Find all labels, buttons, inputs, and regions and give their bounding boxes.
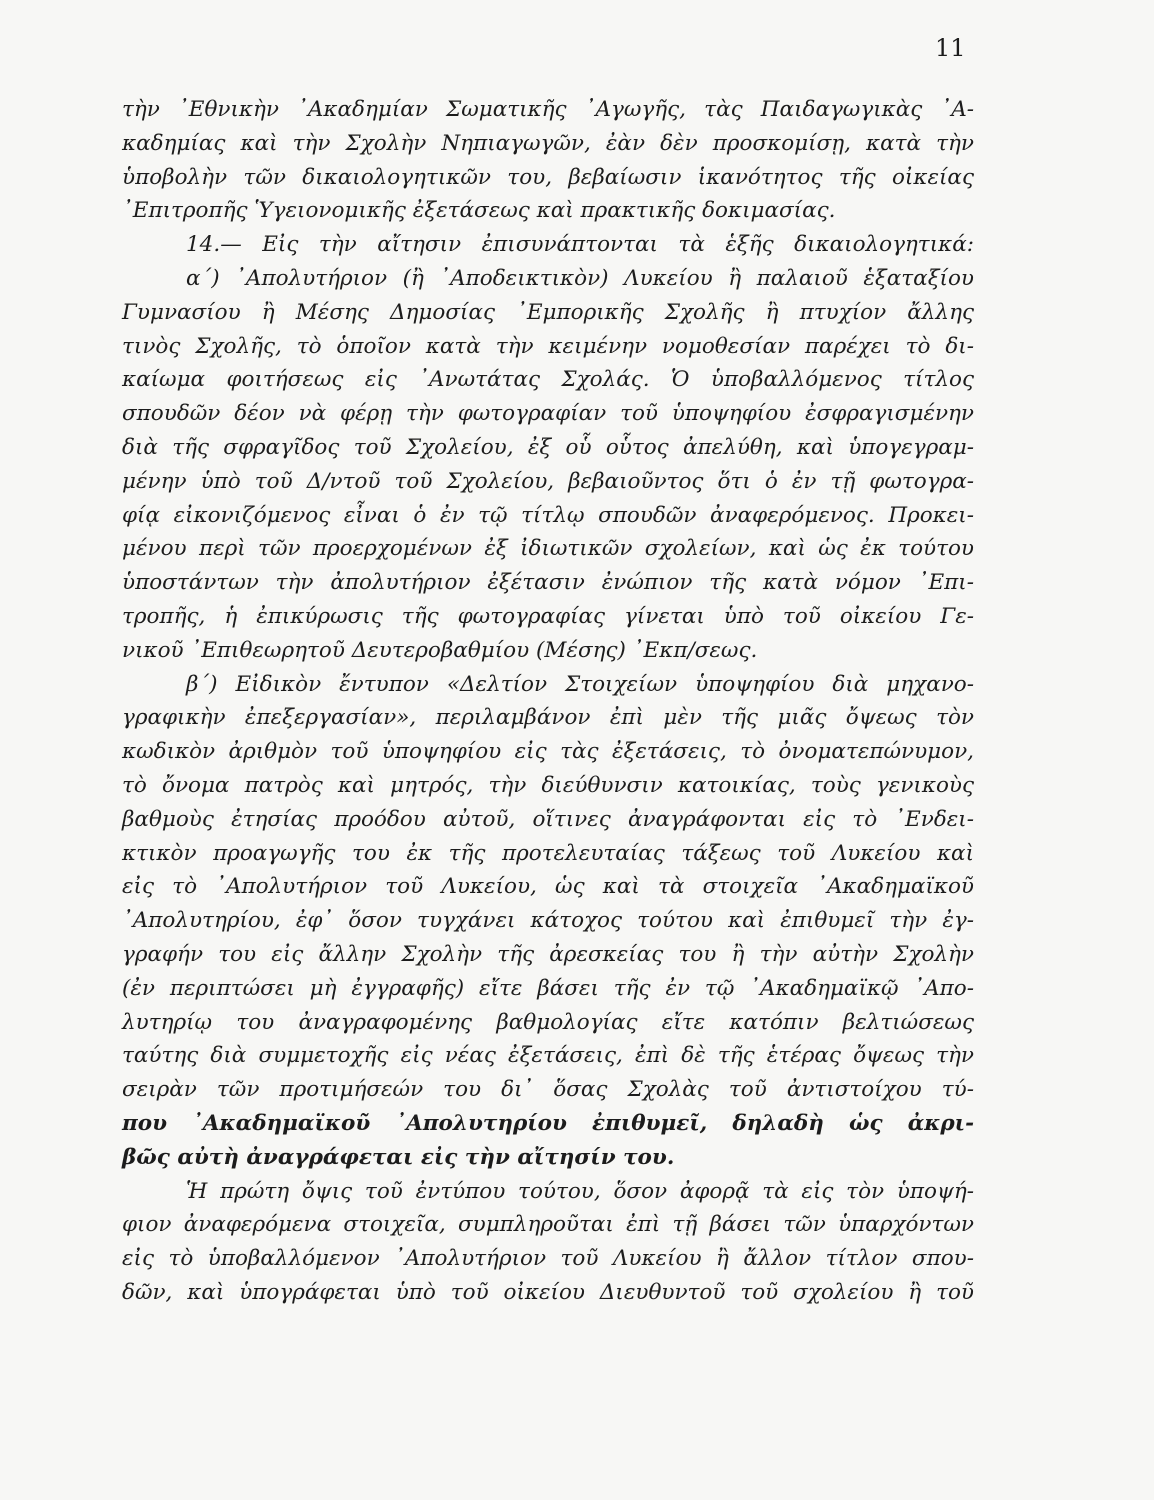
text-line: τροπῆς, ἡ ἐπικύρωσις τῆς φωτογραφίας γίνεται ὑπὸ τοῦ οἰκείου Γε- <box>122 603 974 629</box>
text-line: Γυμνασίου ἢ Μέσης Δημοσίας ᾿Εμπορικῆς Σχολῆς ἢ πτυχίον ἄλλης <box>122 299 974 325</box>
text-line: μένην ὑπὸ τοῦ Δ/ντοῦ τοῦ Σχολείου, βεβαιοῦντος ὅτι ὁ ἐν τῇ φωτογρα- <box>122 468 974 494</box>
text-line: ὑποστάντων τὴν ἀπολυτήριον ἐξέτασιν ἐνώπιον τῆς κατὰ νόμον ᾿Επι- <box>122 570 974 596</box>
text-line: (ἐν περιπτώσει μὴ ἐγγραφῆς) εἴτε βάσει τῆς ἐν τῷ ᾿Ακαδημαϊκῷ ᾿Απο- <box>122 975 974 1001</box>
text-line: εἰς τὸ ᾿Απολυτήριον τοῦ Λυκείου, ὡς καὶ τὰ στοιχεῖα ᾿Ακαδημαϊκοῦ <box>122 874 974 900</box>
text-line: βῶς αὐτὴ ἀναγράφεται εἰς τὴν αἴτησίν του. <box>122 1144 675 1170</box>
text-line: σπουδῶν δέον νὰ φέρῃ τὴν φωτογραφίαν τοῦ ὑποψηφίου ἐσφραγισμένην <box>122 401 974 427</box>
text-line: κωδικὸν ἀριθμὸν τοῦ ὑποψηφίου εἰς τὰς ἐξετάσεις, τὸ ὀνοματεπώνυμον, <box>122 739 974 765</box>
text-line: βαθμοὺς ἐτησίας προόδου αὐτοῦ, οἵτινες ἀναγράφονται εἰς τὸ ᾿Ενδει- <box>122 806 974 832</box>
text-line: β΄) Εἰδικὸν ἔντυπον «Δελτίον Στοιχείων ὑποψηφίου διὰ μηχανο- <box>186 671 974 697</box>
text-line: μένου περὶ τῶν προερχομένων ἐξ ἰδιωτικῶν σχολείων, καὶ ὡς ἐκ τούτου <box>122 536 974 562</box>
text-line: δῶν, καὶ ὑπογράφεται ὑπὸ τοῦ οἰκείου Διευθυντοῦ τοῦ σχολείου ἢ τοῦ <box>122 1279 974 1305</box>
text-line: εἰς τὸ ὑποβαλλόμενον ᾿Απολυτήριον τοῦ Λυκείου ἢ ἄλλον τίτλον σπου- <box>122 1246 974 1272</box>
text-line: ᾿Απολυτηρίου, ἐφ᾿ ὅσον τυγχάνει κάτοχος τούτου καὶ ἐπιθυμεῖ τὴν ἐγ- <box>122 908 974 934</box>
text-line: Ἡ πρώτη ὄψις τοῦ ἐντύπου τούτου, ὅσον ἀφορᾷ τὰ εἰς τὸν ὑποψή- <box>186 1178 974 1204</box>
text-line: νικοῦ ᾿Επιθεωρητοῦ Δευτεροβαθμίου (Μέσης) ᾿Εκπ/σεως. <box>122 637 758 663</box>
text-line: γραφικὴν ἐπεξεργασίαν», περιλαμβάνον ἐπὶ μὲν τῆς μιᾶς ὄψεως τὸν <box>122 705 974 731</box>
body-text <box>122 93 974 1310</box>
text-line: ᾿Επιτροπῆς Ὑγειονομικῆς ἐξετάσεως καὶ πρακτικῆς δοκιμασίας. <box>122 198 836 224</box>
text-line: που ᾿Ακαδημαϊκοῦ ᾿Απολυτηρίου ἐπιθυμεῖ, δηλαδὴ ὡς ἀκρι- <box>122 1110 974 1136</box>
text-line: τὸ ὄνομα πατρὸς καὶ μητρός, τὴν διεύθυνσιν κατοικίας, τοὺς γενικοὺς <box>122 772 974 798</box>
text-line: καίωμα φοιτήσεως εἰς ᾿Ανωτάτας Σχολάς. Ὁ ὑποβαλλόμενος τίτλος <box>122 367 974 393</box>
text-line: σειρὰν τῶν προτιμήσεών του δι᾿ ὅσας Σχολὰς τοῦ ἀντιστοίχου τύ- <box>122 1077 974 1103</box>
text-line: κτικὸν προαγωγῆς του ἐκ τῆς προτελευταίας τάξεως τοῦ Λυκείου καὶ <box>122 840 974 866</box>
text-line: φιον ἀναφερόμενα στοιχεῖα, συμπληροῦται ἐπὶ τῇ βάσει τῶν ὑπαρχόντων <box>122 1212 974 1238</box>
text-line: ταύτης διὰ συμμετοχῆς εἰς νέας ἐξετάσεις, ἐπὶ δὲ τῆς ἑτέρας ὄψεως τὴν <box>122 1043 974 1069</box>
text-line: γραφήν του εἰς ἄλλην Σχολὴν τῆς ἀρεσκείας του ἢ τὴν αὐτὴν Σχολὴν <box>122 941 974 967</box>
text-line: τινὸς Σχολῆς, τὸ ὁποῖον κατὰ τὴν κειμένην νομοθεσίαν παρέχει τὸ δι- <box>122 333 974 359</box>
text-line: ὑποβολὴν τῶν δικαιολογητικῶν του, βεβαίωσιν ἱκανότητος τῆς οἰκείας <box>122 164 974 190</box>
text-line: α΄) ᾿Απολυτήριον (ἢ ᾿Αποδεικτικὸν) Λυκείου ἢ παλαιοῦ ἑξαταξίου <box>186 265 974 291</box>
text-line: φίᾳ εἰκονιζόμενος εἶναι ὁ ἐν τῷ τίτλῳ σπουδῶν ἀναφερόμενος. Προκει- <box>122 502 974 528</box>
text-line: τὴν ᾿Εθνικὴν ᾿Ακαδημίαν Σωματικῆς ᾿Αγωγῆς, τὰς Παιδαγωγικὰς ᾿Α- <box>122 97 974 122</box>
page-number: 11 <box>935 34 966 62</box>
text-line: διὰ τῆς σφραγῖδος τοῦ Σχολείου, ἐξ οὗ οὗτος ἀπελύθη, καὶ ὑπογεγραμ- <box>122 434 974 460</box>
text-line: καδημίας καὶ τὴν Σχολὴν Νηπιαγωγῶν, ἐὰν δὲν προσκομίσῃ, κατὰ τὴν <box>122 130 974 156</box>
text-line: λυτηρίῳ του ἀναγραφομένης βαθμολογίας εἴτε κατόπιν βελτιώσεως <box>122 1009 974 1035</box>
text-line: 14.— Εἰς τὴν αἴτησιν ἐπισυνάπτονται τὰ ἑξῆς δικαιολογητικά: <box>186 232 974 258</box>
